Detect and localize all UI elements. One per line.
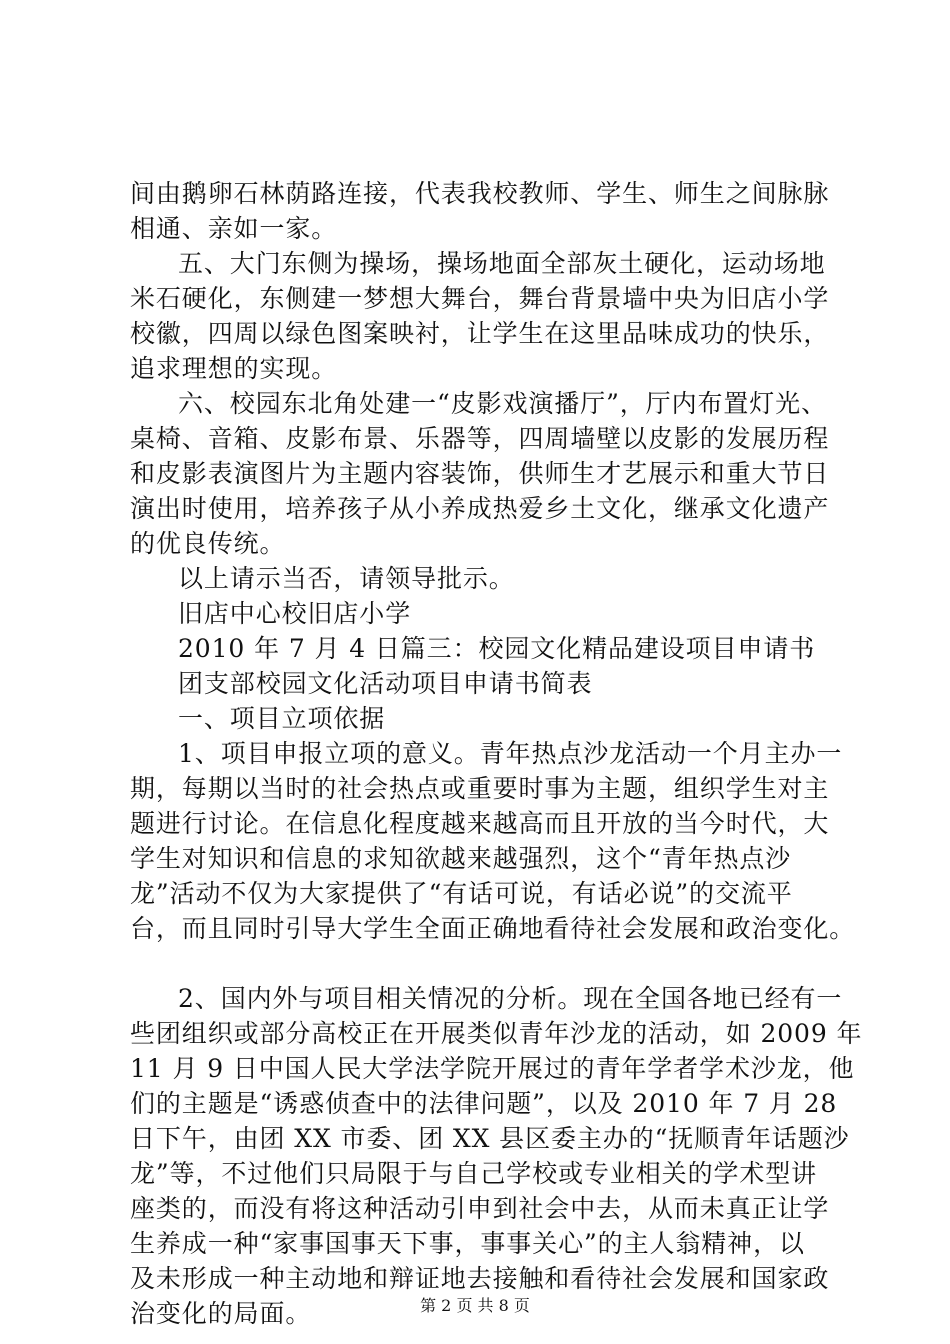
date-heading-line: 2010 年 7 月 4 日篇三：校园文化精品建设项目申请书 [178, 634, 816, 663]
text-line: 学生对知识和信息的求知欲越来越强烈，这个“青年热点沙 [130, 844, 792, 873]
text-line: 桌椅、音箱、皮影布景、乐器等，四周墙壁以皮影的发展历程 [130, 424, 830, 453]
text-line: 追求理想的实现。 [130, 354, 338, 383]
text-line: 题进行讨论。在信息化程度越来越高而且开放的当今时代，大 [130, 809, 830, 838]
text-line: 座类的，而没有将这种活动引申到社会中去，从而未真正让学 [130, 1194, 830, 1223]
text-line: 期，每期以当时的社会热点或重要时事为主题，组织学生对主 [130, 774, 830, 803]
text-line: 和皮影表演图片为主题内容装饰，供师生才艺展示和重大节日 [130, 459, 830, 488]
text-line: 校徽，四周以绿色图案映衬，让学生在这里品味成功的快乐， [130, 319, 830, 348]
form-title-line: 团支部校园文化活动项目申请书简表 [178, 669, 593, 698]
paragraph-start-line: 1、项目申报立项的意义。青年热点沙龙活动一个月主办一 [178, 739, 843, 768]
text-line: 生养成一种“家事国事天下事，事事关心”的主人翁精神，以 [130, 1229, 805, 1258]
text-line: 些团组织或部分高校正在开展类似青年沙龙的活动，如 2009 年 [130, 1019, 863, 1048]
text-line: 相通、亲如一家。 [130, 214, 338, 243]
text-line: 日下午，由团 XX 市委、团 XX 县区委主办的“抚顺青年话题沙 [130, 1124, 850, 1153]
text-line: 11 月 9 日中国人民大学法学院开展过的青年学者学术沙龙，他 [130, 1054, 855, 1083]
page-number-footer: 第 2 页 共 8 页 [420, 1296, 530, 1315]
paragraph-start-line: 五、大门东侧为操场，操场地面全部灰土硬化，运动场地 [178, 249, 826, 278]
text-line: 治变化的局面。 [130, 1299, 312, 1328]
paragraph-start-line: 2、国内外与项目相关情况的分析。现在全国各地已经有一 [178, 984, 843, 1013]
paragraph-gap [130, 946, 850, 981]
signature-line: 旧店中心校旧店小学 [178, 599, 412, 628]
text-line: 演出时使用，培养孩子从小养成热爱乡土文化，继承文化遗产 [130, 494, 830, 523]
request-line: 以上请示当否，请领导批示。 [178, 564, 515, 593]
text-line: 龙”等，不过他们只局限于与自己学校或专业相关的学术型讲 [130, 1159, 818, 1188]
text-line: 台，而且同时引导大学生全面正确地看待社会发展和政治变化。 [130, 914, 856, 943]
paragraph-start-line: 六、校园东北角处建一“皮影戏演播厅”，厅内布置灯光、 [178, 389, 827, 418]
text-line: 及未形成一种主动地和辩证地去接触和看待社会发展和国家政 [130, 1264, 830, 1293]
text-line: 的优良传统。 [130, 529, 286, 558]
text-line: 间由鹅卵石林荫路连接，代表我校教师、学生、师生之间脉脉 [130, 179, 830, 208]
text-line: 们的主题是“诱惑侦查中的法律问题”，以及 2010 年 7 月 28 [130, 1089, 838, 1118]
document-body [130, 176, 863, 1331]
text-line: 龙”活动不仅为大家提供了“有话可说，有话必说”的交流平 [130, 879, 793, 908]
text-line: 米石硬化，东侧建一梦想大舞台，舞台背景墙中央为旧店小学 [130, 284, 830, 313]
section-heading: 一、项目立项依据 [178, 704, 386, 733]
